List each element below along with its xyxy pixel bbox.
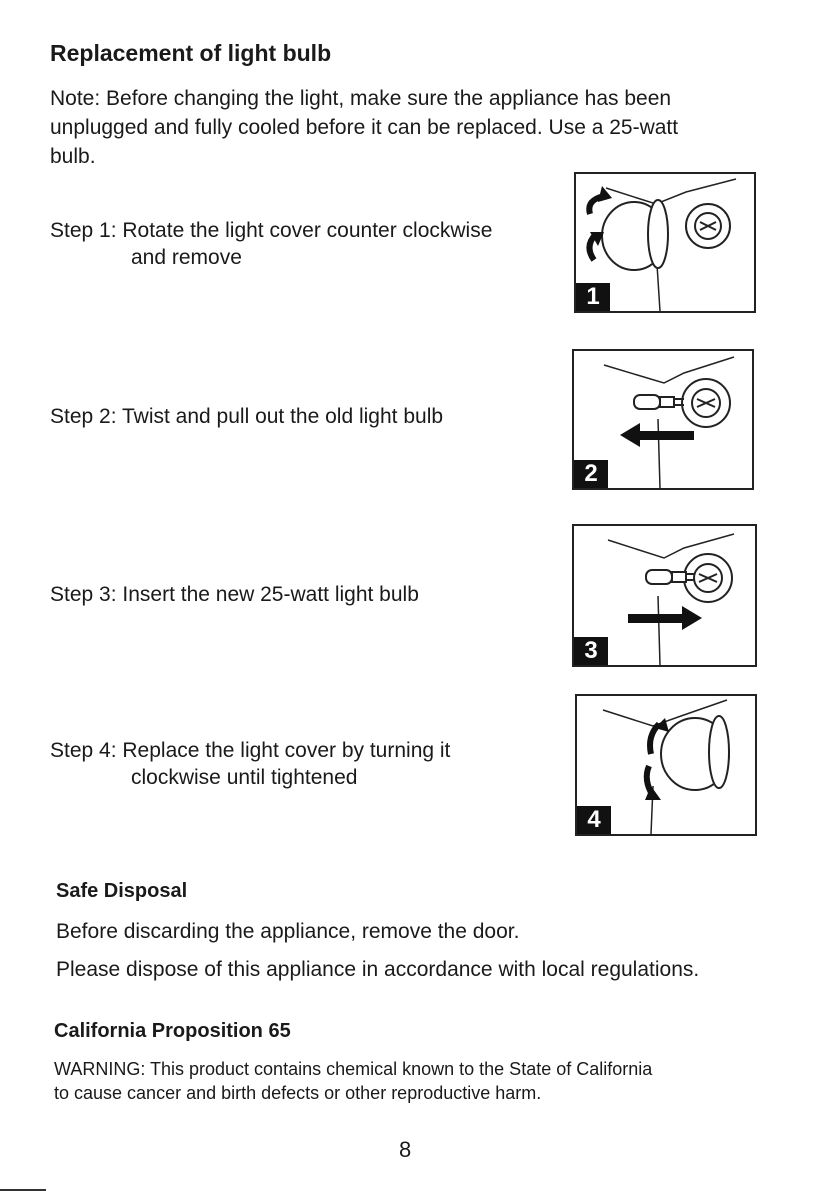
safe-disposal-line-1: Before discarding the appliance, remove the door. xyxy=(56,920,520,943)
prop65-line-2: to cause cancer and birth defects or other reproductive harm. xyxy=(54,1083,542,1103)
note-line-1: Note: Before changing the light, make sure the appliance has been xyxy=(50,87,672,110)
safe-disposal-heading: Safe Disposal xyxy=(56,880,188,902)
step-1-line-2: and remove xyxy=(131,246,242,269)
note-line-2: unplugged and fully cooled before it can be replaced. Use a 25-watt xyxy=(50,116,679,139)
step-1-line-1: Step 1: Rotate the light cover counter clockwise xyxy=(50,219,493,242)
step-4-line-2: clockwise until tightened xyxy=(131,766,358,789)
page-title: Replacement of light bulb xyxy=(50,40,332,66)
step-3-badge: 3 xyxy=(574,637,608,665)
step-4-line-1: Step 4: Replace the light cover by turning it xyxy=(50,739,451,762)
step-2-illustration xyxy=(572,349,754,490)
step-2-badge: 2 xyxy=(574,460,608,488)
step-1-badge: 1 xyxy=(576,283,610,311)
prop65-heading: California Proposition 65 xyxy=(54,1020,291,1042)
step-3-line-1: Step 3: Insert the new 25-watt light bulb xyxy=(50,583,419,606)
note-line-3: bulb. xyxy=(50,145,96,168)
step-3-illustration xyxy=(572,524,757,667)
prop65-line-1: WARNING: This product contains chemical known to the State of California xyxy=(54,1059,653,1079)
page-number: 8 xyxy=(399,1137,412,1162)
step-4-badge: 4 xyxy=(577,806,611,834)
step-1-illustration xyxy=(574,172,756,313)
step-2-line-1: Step 2: Twist and pull out the old light bulb xyxy=(50,405,444,428)
safe-disposal-line-2: Please dispose of this appliance in accordance with local regulations. xyxy=(56,958,700,981)
step-4-illustration xyxy=(575,694,757,836)
